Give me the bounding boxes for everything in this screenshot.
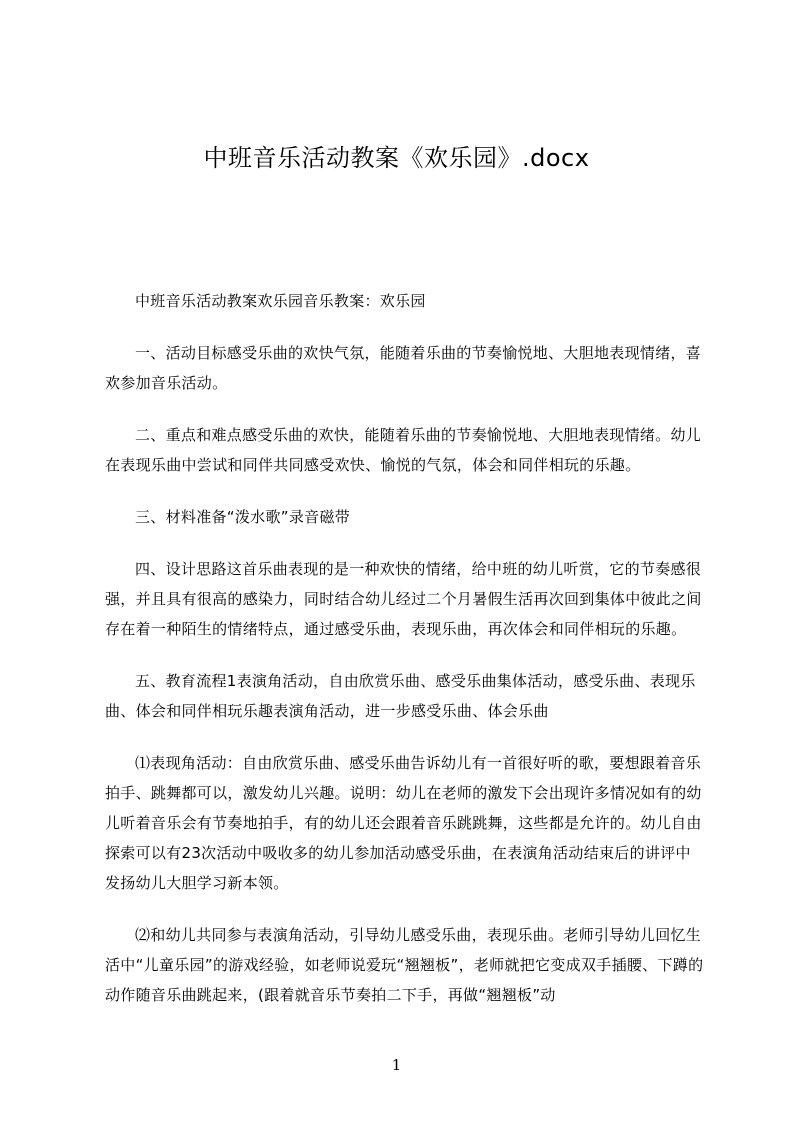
paragraph-process: 五、教育流程1表演角活动，自由欣赏乐曲、感受乐曲集体活动，感受乐曲、表现乐曲、体会和同伴相玩乐趣表演角活动，进一步感受乐曲、体会乐曲 bbox=[105, 672, 696, 720]
page-number: 1 bbox=[391, 1056, 402, 1074]
paragraph-step-1: ⑴表现角活动：自由欣赏乐曲、感受乐曲告诉幼儿有一首很好听的歌，要想跟着音乐拍手、跳舞都可以，激发幼儿兴趣。说明：幼儿在老师的激发下会出现许多情况如有的幼儿听着音乐会有节奏地拍手，有的幼儿还会跟着音乐跳跳舞，这些都是允许的。幼儿自由探索可以有23次活动中吸收多的幼儿参加活动感受乐曲，在表演角活动结束后的讲评中发扬幼儿大胆学习新本领。 bbox=[105, 754, 702, 892]
paragraph-materials: 三、材料准备“泼水歌”录音磁带 bbox=[135, 508, 351, 526]
paragraph-design: 四、设计思路这首乐曲表现的是一种欢快的情绪，给中班的幼儿听赏，它的节奏感很强，并且具有很高的感染力，同时结合幼儿经过二个月暑假生活再次回到集体中彼此之间存在着一种陌生的情绪特点，通过感受乐曲，表现乐曲，再次体会和同伴相玩的乐趣。 bbox=[105, 560, 702, 638]
paragraph-step-2: ⑵和幼儿共同参与表演角活动，引导幼儿感受乐曲，表现乐曲。老师引导幼儿回忆生活中“儿童乐园”的游戏经验，如老师说爱玩“翘翘板”，老师就把它变成双手插腰、下蹲的动作随音乐曲跳起来，(跟着就音乐节奏拍二下手，再做“翘翘板”动 bbox=[105, 926, 704, 1004]
document-body bbox=[105, 286, 705, 1032]
document-title: 中班音乐活动教案《欢乐园》.docx bbox=[203, 144, 590, 172]
paragraph-intro: 中班音乐活动教案欢乐园音乐教案：欢乐园 bbox=[135, 292, 426, 310]
paragraph-goals: 一、活动目标感受乐曲的欢快气氛，能随着乐曲的节奏愉悦地、大胆地表现情绪，喜欢参加音乐活动。 bbox=[105, 344, 702, 392]
paragraph-key-points: 二、重点和难点感受乐曲的欢快，能随着乐曲的节奏愉悦地、大胆地表现情绪。幼儿在表现乐曲中尝试和同伴共同感受欢快、愉悦的气氛，体会和同伴相玩的乐趣。 bbox=[105, 426, 702, 474]
